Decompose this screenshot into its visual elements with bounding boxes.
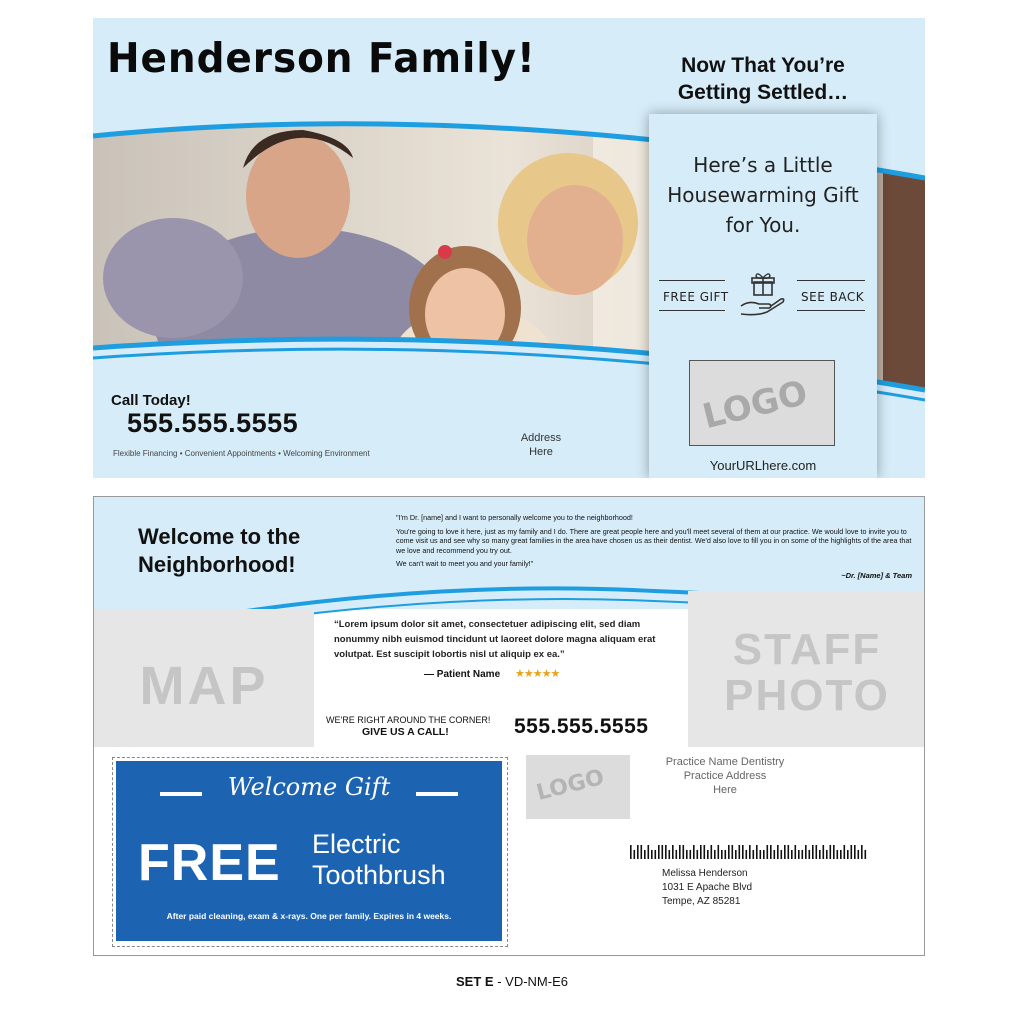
address-line-1: Address bbox=[520, 432, 562, 444]
barcode-bar bbox=[735, 850, 737, 859]
gift-in-hand-icon bbox=[737, 268, 789, 320]
coupon-item-line-2: Toothbrush bbox=[312, 860, 446, 890]
welcome-heading-line-1: Welcome to the bbox=[138, 524, 301, 549]
barcode-bar bbox=[707, 850, 709, 859]
barcode-bar bbox=[669, 850, 671, 859]
barcode-bar bbox=[746, 850, 748, 859]
back-logo-placeholder bbox=[526, 755, 630, 819]
star-rating: ★★★★★ bbox=[515, 668, 560, 680]
barcode-bar bbox=[662, 845, 664, 859]
barcode-bar bbox=[651, 850, 653, 859]
barcode-bar bbox=[805, 845, 807, 859]
barcode-bar bbox=[672, 845, 674, 859]
barcode-bar bbox=[826, 850, 828, 859]
barcode-bar bbox=[763, 850, 765, 859]
barcode-bar bbox=[770, 845, 772, 859]
free-gift-label: FREE GIFT bbox=[663, 290, 729, 304]
barcode-bar bbox=[658, 845, 660, 859]
barcode-bar bbox=[686, 850, 688, 859]
coupon-fine-print: After paid cleaning, exam & x-rays. One per family. Expires in 4 weeks. bbox=[166, 911, 452, 921]
welcome-heading-line-2: Neighborhood! bbox=[138, 552, 296, 577]
barcode-bar bbox=[637, 845, 639, 859]
postal-barcode bbox=[630, 845, 874, 859]
barcode-bar bbox=[714, 850, 716, 859]
letter-paragraph-1: "I'm Dr. [name] and I want to personally welcome you to the neighborhood! bbox=[396, 513, 633, 522]
barcode-bar bbox=[721, 850, 723, 859]
barcode-bar bbox=[679, 845, 681, 859]
headline-line-1: Now That You’re bbox=[681, 54, 845, 77]
barcode-bar bbox=[858, 850, 860, 859]
barcode-bar bbox=[630, 845, 632, 859]
coupon-item bbox=[312, 829, 446, 891]
barcode-bar bbox=[634, 850, 636, 859]
front-phone: 555.555.5555 bbox=[127, 408, 299, 438]
barcode-bar bbox=[854, 845, 856, 859]
barcode-bar bbox=[830, 845, 832, 859]
practice-address bbox=[650, 755, 800, 797]
logo-text: LOGO bbox=[698, 372, 812, 438]
barcode-bar bbox=[749, 845, 751, 859]
recipient-name: Melissa Henderson bbox=[662, 868, 748, 879]
barcode-bar bbox=[781, 850, 783, 859]
corner-line-2: GIVE US A CALL! bbox=[362, 726, 449, 738]
recipient-street: 1031 E Apache Blvd bbox=[662, 882, 753, 893]
barcode-bar bbox=[644, 850, 646, 859]
staff-photo-label bbox=[688, 627, 925, 719]
patient-name: — Patient Name bbox=[424, 669, 501, 680]
welcome-heading bbox=[138, 523, 300, 579]
gift-panel bbox=[649, 114, 877, 478]
barcode-bar bbox=[788, 845, 790, 859]
barcode-bar bbox=[718, 845, 720, 859]
back-phone: 555.555.5555 bbox=[514, 715, 649, 738]
postcard-front bbox=[93, 18, 925, 478]
letter-paragraph-3: We can't wait to meet you and your family!" bbox=[396, 559, 534, 569]
barcode-bar bbox=[865, 850, 867, 859]
coupon-item-line-1: Electric bbox=[312, 829, 401, 859]
address-line-2: Here bbox=[529, 446, 553, 458]
gift-line-1: Here’s a Little bbox=[693, 153, 833, 177]
barcode-bar bbox=[690, 850, 692, 859]
barcode-bar bbox=[704, 845, 706, 859]
barcode-bar bbox=[697, 850, 699, 859]
doctor-letter bbox=[396, 513, 912, 573]
barcode-bar bbox=[711, 845, 713, 859]
set-code: - VD-NM-E6 bbox=[493, 974, 568, 989]
barcode-bar bbox=[742, 845, 744, 859]
barcode-bar bbox=[655, 850, 657, 859]
barcode-bar bbox=[739, 845, 741, 859]
letter-signature: ~Dr. [Name] & Team bbox=[841, 571, 912, 580]
barcode-bar bbox=[725, 850, 727, 859]
practice-line-1: Practice Name Dentistry bbox=[665, 756, 785, 768]
recipient-city: Tempe, AZ 85281 bbox=[662, 896, 741, 907]
barcode-bar bbox=[756, 845, 758, 859]
settled-headline bbox=[633, 52, 893, 106]
divider-right-bottom bbox=[797, 310, 865, 311]
staff-line-1: STAFF bbox=[732, 625, 882, 674]
practice-line-2: Practice Address bbox=[683, 770, 767, 782]
staff-line-2: PHOTO bbox=[724, 671, 890, 720]
front-address bbox=[513, 431, 569, 459]
coupon-bar-right bbox=[416, 792, 458, 796]
barcode-bar bbox=[777, 845, 779, 859]
welcome-gift-coupon bbox=[116, 761, 502, 941]
barcode-bar bbox=[819, 850, 821, 859]
barcode-bar bbox=[648, 845, 650, 859]
barcode-bar bbox=[732, 845, 734, 859]
barcode-bar bbox=[816, 845, 818, 859]
coupon-free: FREE bbox=[138, 834, 281, 892]
divider-left bbox=[659, 280, 725, 281]
barcode-bar bbox=[851, 845, 853, 859]
website-url: YourURLhere.com bbox=[709, 458, 817, 473]
headline-line-2: Getting Settled… bbox=[677, 81, 849, 104]
set-name: SET E bbox=[456, 974, 494, 989]
gift-line-2: Housewarming Gift bbox=[667, 183, 859, 207]
letter-paragraph-2: You're going to love it here, just as my family and I do. There are great people here and you'll meet several of them at our practice. We would love to invite you to come visit us and see why so many great families in the area have chosen us as their dentist. We'd also love to fill you in on some of the highlights of the area that we love and recommend you try out. bbox=[396, 526, 912, 555]
call-label: Call Today! bbox=[111, 392, 191, 409]
family-title: Henderson Family! bbox=[107, 34, 536, 82]
divider-right bbox=[797, 280, 865, 281]
barcode-bar bbox=[767, 845, 769, 859]
barcode-bar bbox=[844, 845, 846, 859]
corner-line-1: WE'RE RIGHT AROUND THE CORNER! bbox=[326, 715, 491, 725]
barcode-bar bbox=[861, 845, 863, 859]
see-back-label: SEE BACK bbox=[801, 290, 865, 304]
recipient-address bbox=[662, 867, 752, 909]
barcode-bar bbox=[760, 850, 762, 859]
barcode-bar bbox=[665, 845, 667, 859]
barcode-bar bbox=[784, 845, 786, 859]
barcode-bar bbox=[774, 850, 776, 859]
patient-review: “Lorem ipsum dolor sit amet, consectetuer adipiscing elit, sed diam nonummy nibh euismod tincidunt ut laoreet dolore magna aliquam erat volutpat. Est suscipit lobortis nisl ut aliquip ex ea.” bbox=[334, 619, 656, 660]
barcode-bar bbox=[795, 845, 797, 859]
barcode-bar bbox=[676, 850, 678, 859]
divider-left-bottom bbox=[659, 310, 725, 311]
barcode-bar bbox=[798, 850, 800, 859]
barcode-bar bbox=[641, 845, 643, 859]
barcode-bar bbox=[833, 845, 835, 859]
back-logo-text: LOGO bbox=[533, 765, 607, 806]
tagline: Flexible Financing • Convenient Appointments • Welcoming Environment bbox=[113, 449, 370, 458]
practice-line-3: Here bbox=[713, 784, 737, 796]
map-placeholder bbox=[94, 609, 314, 747]
barcode-bar bbox=[728, 845, 730, 859]
barcode-bar bbox=[812, 845, 814, 859]
gift-message bbox=[649, 150, 877, 240]
map-label: MAP bbox=[139, 656, 269, 716]
barcode-bar bbox=[802, 850, 804, 859]
barcode-bar bbox=[753, 850, 755, 859]
postcard-back bbox=[93, 496, 925, 956]
logo-placeholder bbox=[689, 360, 835, 446]
barcode-bar bbox=[791, 850, 793, 859]
staff-photo-placeholder bbox=[688, 591, 925, 747]
barcode-bar bbox=[700, 845, 702, 859]
barcode-bar bbox=[693, 845, 695, 859]
barcode-bar bbox=[837, 850, 839, 859]
barcode-bar bbox=[809, 850, 811, 859]
barcode-bar bbox=[847, 850, 849, 859]
coupon-title: Welcome Gift bbox=[227, 773, 391, 801]
barcode-bar bbox=[823, 845, 825, 859]
gift-line-3: for You. bbox=[725, 213, 801, 237]
barcode-bar bbox=[840, 850, 842, 859]
barcode-bar bbox=[683, 845, 685, 859]
set-label bbox=[0, 974, 1024, 989]
